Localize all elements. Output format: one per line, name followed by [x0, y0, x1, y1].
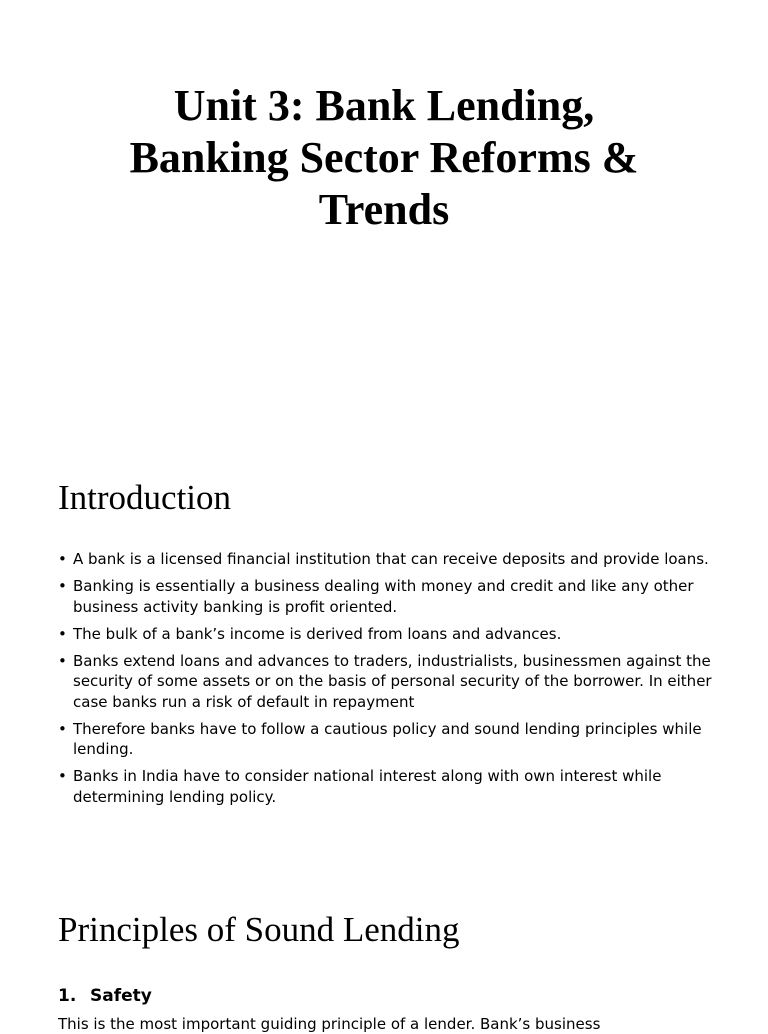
principle-description: This is the most important guiding principle of a lender. Bank’s business — [58, 1015, 601, 1033]
bullet-item: • Banks in India have to consider national interest along with own interest while determining lending policy. — [58, 766, 718, 807]
introduction-heading: Introduction — [58, 478, 232, 517]
bullet-item: • Therefore banks have to follow a cautious policy and sound lending principles while lending. — [58, 719, 718, 760]
principle-item-safety — [58, 985, 152, 1007]
bullet-item: • A bank is a licensed financial institution that can receive deposits and provide loans. — [58, 549, 718, 570]
title-line-2: Banking Sector Reforms & — [129, 133, 639, 182]
introduction-bullet-list — [58, 549, 718, 814]
principles-heading: Principles of Sound Lending — [58, 910, 460, 949]
principle-label: Safety — [90, 986, 152, 1006]
title-line-3: Trends — [318, 185, 450, 234]
bullet-item: • Banking is essentially a business dealing with money and credit and like any other business activity banking is profit oriented. — [58, 576, 718, 617]
principle-number: 1. — [58, 986, 77, 1006]
bullet-item: • Banks extend loans and advances to traders, industrialists, businessmen against the security of some assets or on the basis of personal security of the borrower. In either case banks run a risk of default in repayment — [58, 651, 718, 713]
bullet-item: • The bulk of a bank’s income is derived from loans and advances. — [58, 624, 718, 645]
title-line-1: Unit 3: Bank Lending, — [173, 81, 595, 130]
page-title — [60, 80, 708, 236]
